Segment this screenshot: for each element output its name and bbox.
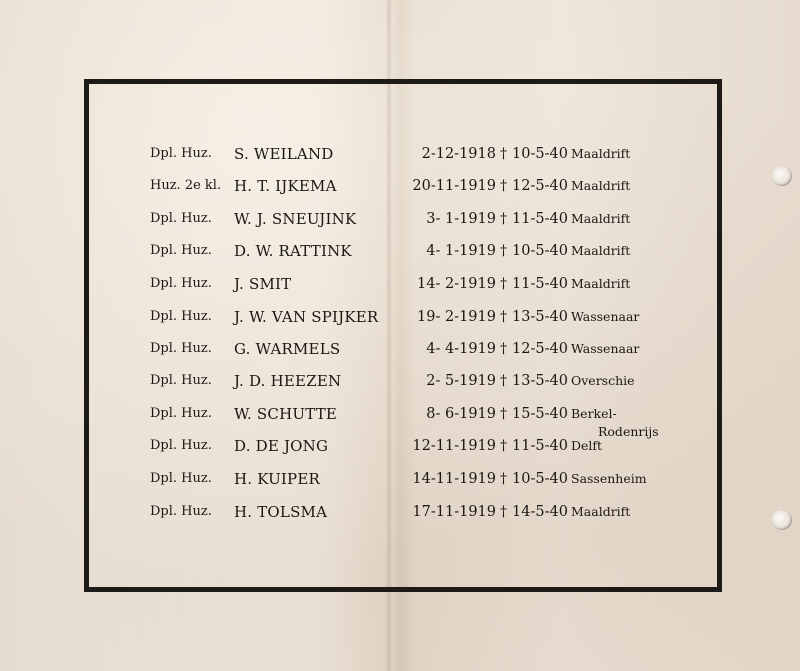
death-date: 14-5-40: [512, 504, 568, 520]
birth-date: 4- 1-1919: [426, 243, 496, 259]
place: Maaldrift: [571, 146, 631, 161]
place-continuation: Rodenrijs: [598, 424, 659, 439]
death-date: 13-5-40: [512, 309, 568, 325]
rank: Dpl. Huz.: [150, 211, 212, 226]
place: Wassenaar: [571, 309, 640, 324]
rank: Dpl. Huz.: [150, 438, 212, 453]
list-item: [0, 434, 800, 458]
birth-date: 14- 2-1919: [417, 276, 496, 292]
birth-date: 8- 6-1919: [426, 406, 496, 422]
rank: Dpl. Huz.: [150, 406, 212, 421]
rank: Dpl. Huz.: [150, 341, 212, 356]
list-item: [0, 500, 800, 524]
rank: Dpl. Huz.: [150, 243, 212, 258]
cross-icon: †: [500, 341, 507, 357]
list-item: [0, 174, 800, 198]
rank: Dpl. Huz.: [150, 146, 212, 161]
name: S. WEILAND: [234, 145, 334, 163]
list-item: [0, 369, 800, 393]
birth-date: 12-11-1919: [412, 438, 496, 454]
list-item: [0, 142, 800, 166]
death-date: 12-5-40: [512, 178, 568, 194]
name: G. WARMELS: [234, 340, 341, 358]
rank: Dpl. Huz.: [150, 373, 212, 388]
name: J. SMIT: [234, 275, 292, 293]
name: J. D. HEEZEN: [234, 372, 342, 390]
death-date: 10-5-40: [512, 243, 568, 259]
place: Maaldrift: [571, 504, 631, 519]
place: Overschie: [571, 373, 635, 388]
place: Delft: [571, 438, 603, 453]
birth-date: 17-11-1919: [412, 504, 496, 520]
cross-icon: †: [500, 309, 507, 325]
list-item: [0, 467, 800, 491]
name: H. KUIPER: [234, 470, 320, 488]
name: J. W. VAN SPIJKER: [234, 308, 379, 326]
birth-date: 3- 1-1919: [426, 211, 496, 227]
name: H. TOLSMA: [234, 503, 328, 521]
name: W. SCHUTTE: [234, 405, 338, 423]
place: Berkel-: [571, 406, 617, 421]
death-date: 11-5-40: [512, 211, 568, 227]
rank: Dpl. Huz.: [150, 471, 212, 486]
cross-icon: †: [500, 211, 507, 227]
list-item: [0, 337, 800, 361]
cross-icon: †: [500, 178, 507, 194]
cross-icon: †: [500, 471, 507, 487]
death-date: 13-5-40: [512, 373, 568, 389]
list-item: [0, 272, 800, 296]
name: H. T. IJKEMA: [234, 177, 337, 195]
birth-date: 4- 4-1919: [426, 341, 496, 357]
name: D. DE JONG: [234, 437, 329, 455]
birth-date: 14-11-1919: [412, 471, 496, 487]
list-item: [0, 207, 800, 231]
death-date: 12-5-40: [512, 341, 568, 357]
cross-icon: †: [500, 406, 507, 422]
rank: Dpl. Huz.: [150, 309, 212, 324]
place: Sassenheim: [571, 471, 647, 486]
rank: Huz. 2e kl.: [150, 178, 222, 193]
death-date: 11-5-40: [512, 276, 568, 292]
cross-icon: †: [500, 243, 507, 259]
place: Maaldrift: [571, 276, 631, 291]
cross-icon: †: [500, 276, 507, 292]
cross-icon: †: [500, 438, 507, 454]
birth-date: 20-11-1919: [412, 178, 496, 194]
cross-icon: †: [500, 373, 507, 389]
death-date: 11-5-40: [512, 438, 568, 454]
place: Maaldrift: [571, 211, 631, 226]
list-item: [0, 239, 800, 263]
name: D. W. RATTINK: [234, 242, 352, 260]
rank: Dpl. Huz.: [150, 504, 212, 519]
place: Maaldrift: [571, 178, 631, 193]
place: Maaldrift: [571, 243, 631, 258]
death-date: 10-5-40: [512, 146, 568, 162]
birth-date: 2- 5-1919: [426, 373, 496, 389]
cross-icon: †: [500, 504, 507, 520]
name: W. J. SNEUJINK: [234, 210, 357, 228]
birth-date: 2-12-1918: [421, 146, 496, 162]
birth-date: 19- 2-1919: [417, 309, 496, 325]
list-item: [0, 305, 800, 329]
rank: Dpl. Huz.: [150, 276, 212, 291]
death-date: 15-5-40: [512, 406, 568, 422]
cross-icon: †: [500, 146, 507, 162]
list-item: [0, 402, 800, 426]
death-date: 10-5-40: [512, 471, 568, 487]
place: Wassenaar: [571, 341, 640, 356]
